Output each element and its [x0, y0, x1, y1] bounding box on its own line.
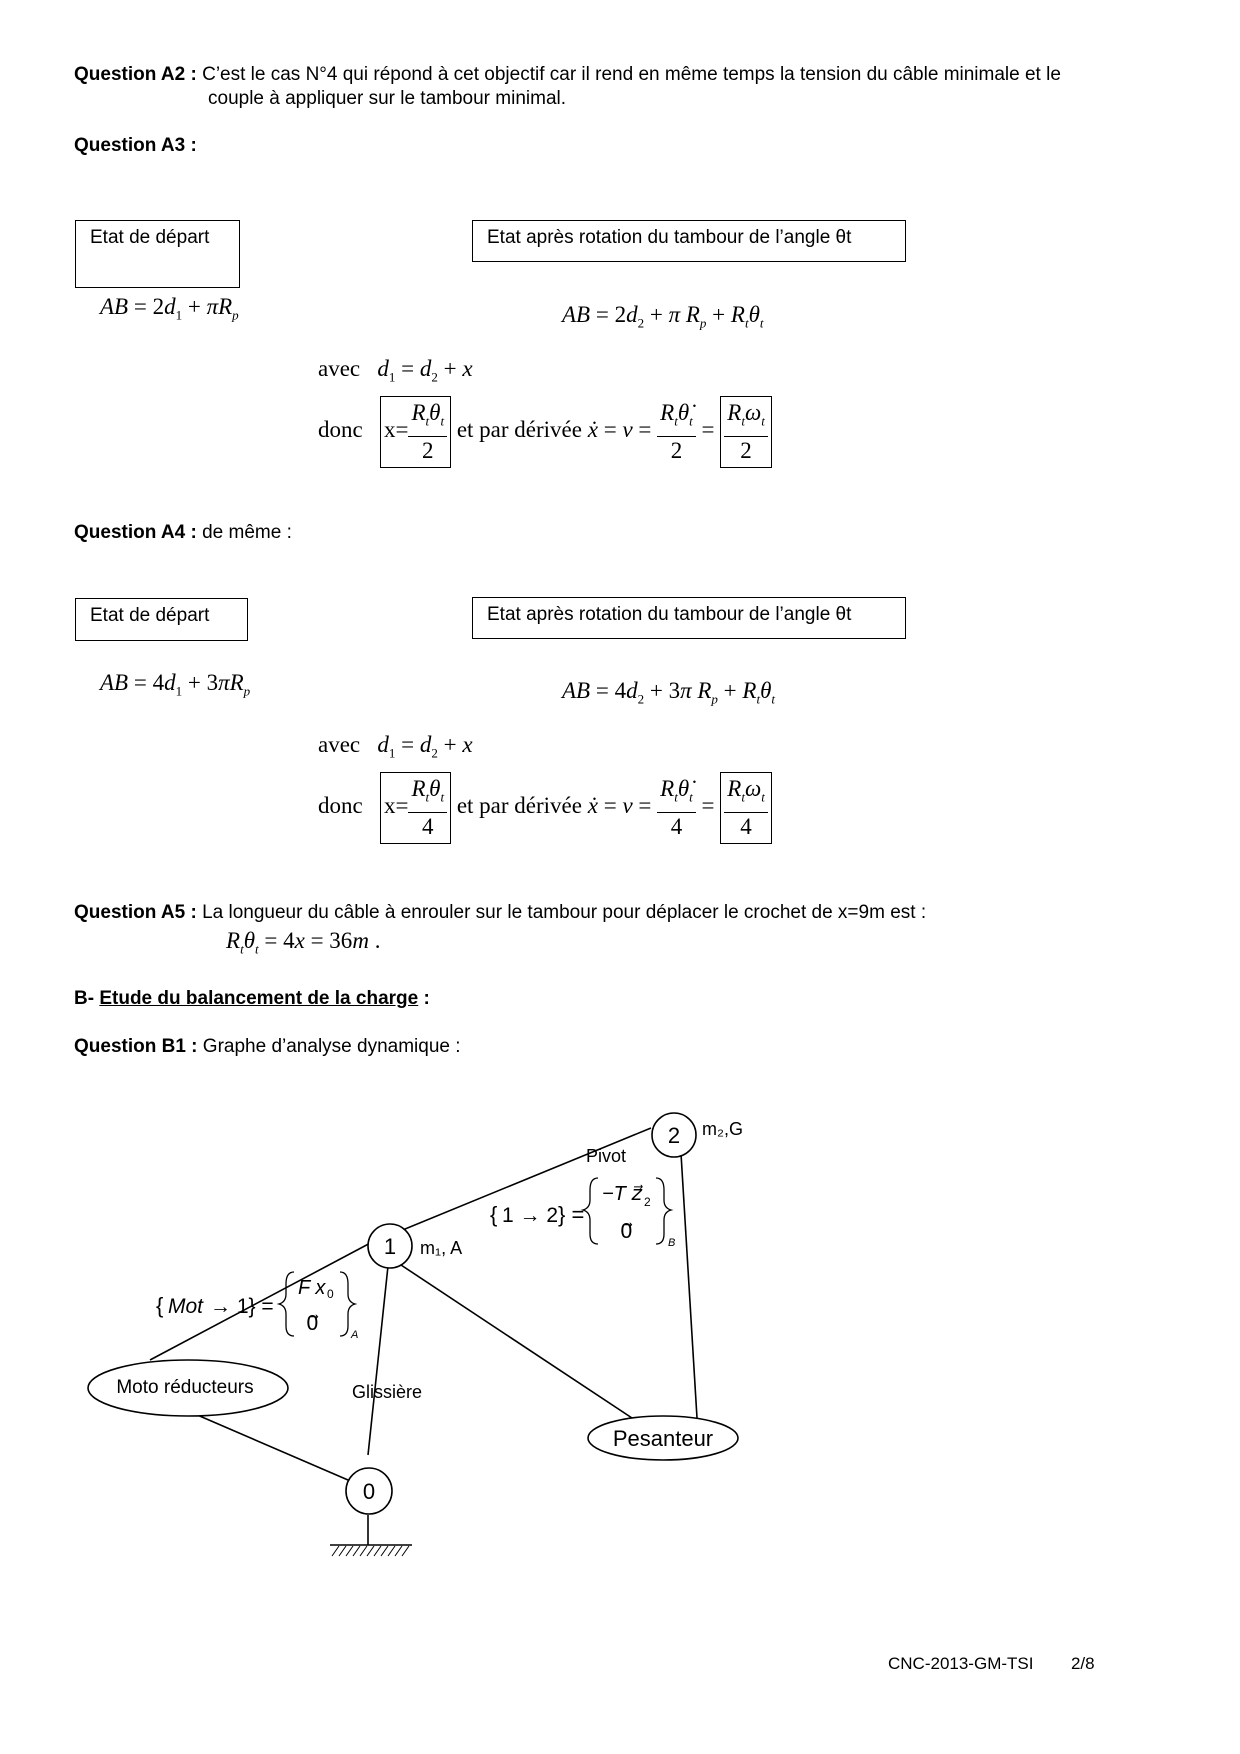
pivot-label: Pivot — [586, 1146, 627, 1166]
glissiere-label: Glissière — [352, 1382, 423, 1402]
a4-v-boxed: $\frac{R_t\omega_t}{4}$ — [720, 772, 772, 844]
edge-2-pesanteur — [680, 1137, 697, 1418]
torsor-1-2 — [490, 1178, 675, 1249]
node-2-label: 2 — [667, 1123, 681, 1148]
moto-reducteurs-label: Moto réducteurs — [116, 1377, 254, 1398]
svg-text:0: 0 — [327, 1287, 334, 1301]
pesanteur-label: Pesanteur — [612, 1426, 714, 1451]
footer-ref: CNC-2013-GM-TSI — [888, 1654, 1034, 1673]
a5-equation: $R_t\theta_t = 4x = 36m$ . — [226, 928, 381, 957]
svg-text:} =: } = — [558, 1202, 585, 1227]
footer — [888, 1654, 1095, 1674]
svg-text:0⃗: 0⃗ — [620, 1221, 633, 1243]
torsor-mot-lhs: Mot — [168, 1295, 204, 1318]
node-0-label: 0 — [362, 1479, 376, 1504]
a3-start-state-box: Etat de départ — [75, 220, 240, 288]
a4-start-state-box: Etat de départ — [75, 598, 248, 641]
edge-moto-0 — [195, 1414, 348, 1480]
node-2-mass-label: m₂,G — [702, 1119, 743, 1139]
svg-text:F x: F x — [298, 1277, 326, 1299]
svg-text:−T z⃗: −T z⃗ — [602, 1183, 642, 1205]
question-a2-line1: C’est le cas N°4 qui répond à cet objectif car il rend en même temps la tension du câble minimale et le — [202, 64, 1061, 85]
question-a5-text: La longueur du câble à enrouler sur le tambour pour déplacer le crochet de x=9m est : — [202, 902, 927, 923]
a4-x-boxed: x= $\frac{R_t\theta_t}{4}$ — [380, 772, 451, 844]
a3-donc-label: donc — [318, 417, 363, 443]
question-b1-label: Question B1 : — [74, 1036, 198, 1057]
section-b-suffix: : — [423, 988, 430, 1009]
a4-equation-after: AB = $4d_2 + 3\pi$ $R_p + R_t\theta_t$ — [562, 678, 776, 707]
question-a4-text: de même : — [202, 522, 292, 543]
torsor-mot-point: A — [351, 1329, 359, 1341]
ground-hatch — [332, 1546, 409, 1556]
torsor-1-2-lhs: 1 → 2 — [502, 1204, 559, 1227]
node-1-mass-label: m₁, A — [420, 1238, 463, 1258]
torsor-mot-1 — [156, 1272, 358, 1341]
a3-v-boxed: $\frac{R_t\omega_t}{2}$ — [720, 396, 772, 468]
svg-text:{: { — [156, 1293, 164, 1318]
svg-text:0⃗: 0⃗ — [306, 1313, 319, 1335]
a4-avec-label: avec — [318, 732, 361, 757]
a3-after-state-box: Etat après rotation du tambour de l’angle θt — [472, 220, 906, 262]
question-b1-text: Graphe d’analyse dynamique : — [202, 1036, 461, 1057]
a4-derivee-label: et par dérivée — [456, 793, 582, 819]
footer-page-number: 2/8 — [1070, 1654, 1095, 1673]
a3-equation-start: AB = $2d_1 + \pi R_p$ — [100, 294, 239, 323]
svg-text:{: { — [490, 1202, 498, 1227]
section-b-prefix: B- — [74, 988, 95, 1009]
node-1-label: 1 — [383, 1234, 397, 1259]
a4-equation-avec: avec $d_1 = d_2 + x$ — [318, 732, 473, 761]
question-a3-label: Question A3 : — [74, 135, 197, 156]
a4-donc-label: donc — [318, 793, 363, 819]
a3-x-boxed: x= $\frac{R_t\theta_t}{2}$ — [380, 396, 451, 468]
a4-after-state-box: Etat après rotation du tambour de l’angle θt — [472, 597, 906, 639]
a3-equation-avec: avec $d_1 = d_2 + x$ — [318, 356, 473, 385]
section-b-heading: Etude du balancement de la charge — [99, 988, 419, 1009]
a3-avec-label: avec — [318, 356, 361, 381]
question-a2-line2: couple à appliquer sur le tambour minimal. — [208, 88, 567, 109]
svg-text:→ 1} =: → 1} = — [210, 1295, 274, 1318]
a3-equation-after: AB = $2d_2 + \pi$ $R_p + R_t\theta_t$ — [562, 302, 764, 331]
question-a4-label: Question A4 : — [74, 522, 197, 543]
a3-equation-donc: donc x= $\frac{R_t\theta_t}{2}$ et par dérivée ẋ = v = $\frac{R_t\thetȧ_t}{2}$ = $\frac{R_t\omega_t}{2}$ — [318, 396, 772, 468]
a4-equation-donc: donc x= $\frac{R_t\theta_t}{4}$ et par dérivée ẋ = v = $\frac{R_t\thetȧ_t}{4}$ = $\frac{R_t\omega_t}{4}$ — [318, 772, 772, 844]
a3-derivee-label: et par dérivée — [456, 417, 582, 443]
torsor-1-2-point: B — [668, 1237, 676, 1249]
question-a2-label: Question A2 : — [74, 64, 197, 85]
question-a5-label: Question A5 : — [74, 902, 197, 923]
edge-1-0 — [368, 1266, 388, 1455]
a4-equation-start: AB = $4d_1 + 3\pi R_p$ — [100, 670, 251, 699]
svg-text:2: 2 — [644, 1195, 651, 1209]
edge-1-pesanteur — [398, 1263, 632, 1418]
